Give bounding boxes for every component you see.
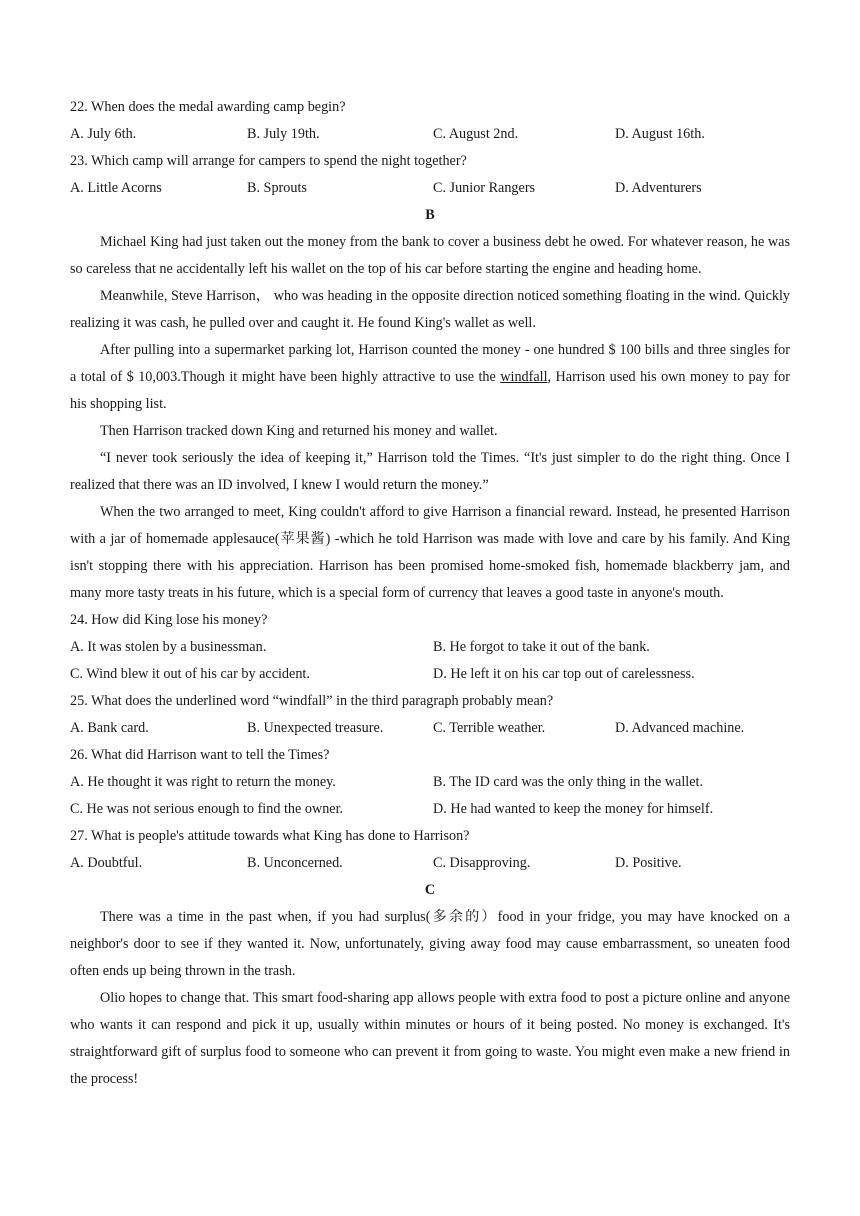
question-26-options-row-1 (70, 769, 790, 796)
q23-option-b[interactable]: B. Sprouts (247, 180, 307, 196)
q25-option-d[interactable]: D. Advanced machine. (615, 720, 745, 736)
q24-option-b[interactable]: B. He forgot to take it out of the bank. (433, 639, 650, 655)
q25-option-b[interactable]: B. Unexpected treasure. (247, 720, 384, 736)
passage-b-paragraph-2: Meanwhile, Steve Harrison， who was heading in the opposite direction noticed something floating in the wind. Quickly realizing it was cash, he pulled over and caught it. He found King's wallet as well. (70, 288, 790, 331)
q26-option-d[interactable]: D. He had wanted to keep the money for himself. (433, 801, 714, 817)
section-c-heading: C (424, 882, 436, 898)
question-23-options (70, 175, 790, 202)
q27-option-a[interactable]: A. Doubtful. (70, 855, 143, 871)
passage-c-paragraph-1: There was a time in the past when, if you had surplus(多余的）food in your fridge, you may have knocked on a neighbor's door to see if they wanted it. Now, unfortunately, giving away food may cause embarrassment, so uneaten food often ends up being thrown in the trash. (70, 909, 790, 979)
q27-option-c[interactable]: C. Disapproving. (433, 855, 531, 871)
q26-option-b[interactable]: B. The ID card was the only thing in the wallet. (433, 774, 704, 790)
question-23-stem: 23. Which camp will arrange for campers to spend the night together? (70, 153, 467, 169)
q25-option-a[interactable]: A. Bank card. (70, 720, 149, 736)
q24-option-a[interactable]: A. It was stolen by a businessman. (70, 639, 267, 655)
question-25-options (70, 715, 790, 742)
question-26-stem: 26. What did Harrison want to tell the Times? (70, 747, 330, 763)
document-page (70, 94, 790, 1093)
passage-b-paragraph-6: When the two arranged to meet, King couldn't afford to give Harrison a financial reward. Instead, he presented Harrison with a jar of homemade applesauce(苹果酱) -which he told Harrison was made with love and care by his family. And King isn't stopping there with his appreciation. Harrison has been promised home-smoked fish, homemade blackberry jam, and many more tasty treats in his future, which is a special form of currency that leaves a good taste in anyone's mouth. (70, 504, 790, 601)
question-27-options (70, 850, 790, 877)
question-24-options-row-1 (70, 634, 790, 661)
section-b-heading: B (425, 207, 435, 223)
q22-option-a[interactable]: A. July 6th. (70, 126, 137, 142)
question-22-options (70, 121, 790, 148)
q27-option-b[interactable]: B. Unconcerned. (247, 855, 343, 871)
passage-c-paragraph-2: Olio hopes to change that. This smart food-sharing app allows people with extra food to post a picture online and anyone who wants it can respond and pick it up, usually within minutes or hours of it being posted. No money is exchanged. It's straightforward gift of surplus food to someone who can prevent it from going to waste. You might even make a new friend in the process! (70, 990, 790, 1087)
q22-option-c[interactable]: C. August 2nd. (433, 126, 519, 142)
q23-option-d[interactable]: D. Adventurers (615, 180, 702, 196)
p3-text-before: After pulling into a supermarket parking lot, Harrison counted the money - one hundred $ 100 bills and three singles for a total of $ 10,003.Though it might have been highly attractive to use the (70, 342, 790, 385)
q23-option-c[interactable]: C. Junior Rangers (433, 180, 536, 196)
q26-option-c[interactable]: C. He was not serious enough to find the owner. (70, 801, 344, 817)
question-25-stem: 25. What does the underlined word “windfall” in the third paragraph probably mean? (70, 693, 554, 709)
q22-option-b[interactable]: B. July 19th. (247, 126, 320, 142)
q26-option-a[interactable]: A. He thought it was right to return the money. (70, 774, 336, 790)
question-22-stem: 22. When does the medal awarding camp begin? (70, 99, 346, 115)
question-26-options-row-2 (70, 796, 790, 823)
passage-b-paragraph-5: “I never took seriously the idea of keeping it,” Harrison told the Times. “It's just simpler to do the right thing. Once I realized that there was an ID involved, I knew I would return the money.” (70, 450, 790, 493)
q22-option-d[interactable]: D. August 16th. (615, 126, 705, 142)
passage-b-paragraph-3 (70, 337, 790, 418)
underlined-word-windfall: windfall (500, 369, 548, 385)
question-24-options-row-2 (70, 661, 790, 688)
q24-option-c[interactable]: C. Wind blew it out of his car by accident. (70, 666, 310, 682)
passage-b-paragraph-4: Then Harrison tracked down King and returned his money and wallet. (100, 423, 498, 439)
passage-b-paragraph-1: Michael King had just taken out the money from the bank to cover a business debt he owed. For whatever reason, he was so careless that ne accidentally left his wallet on the top of his car before starting the engine and heading home. (70, 234, 790, 277)
q27-option-d[interactable]: D. Positive. (615, 855, 682, 871)
question-27-stem: 27. What is people's attitude towards what King has done to Harrison? (70, 828, 470, 844)
question-24-stem: 24. How did King lose his money? (70, 612, 268, 628)
q24-option-d[interactable]: D. He left it on his car top out of carelessness. (433, 666, 695, 682)
p3-text-after: , Harrison used his own money to pay for his shopping list. (70, 369, 790, 412)
q23-option-a[interactable]: A. Little Acorns (70, 180, 162, 196)
q25-option-c[interactable]: C. Terrible weather. (433, 720, 546, 736)
